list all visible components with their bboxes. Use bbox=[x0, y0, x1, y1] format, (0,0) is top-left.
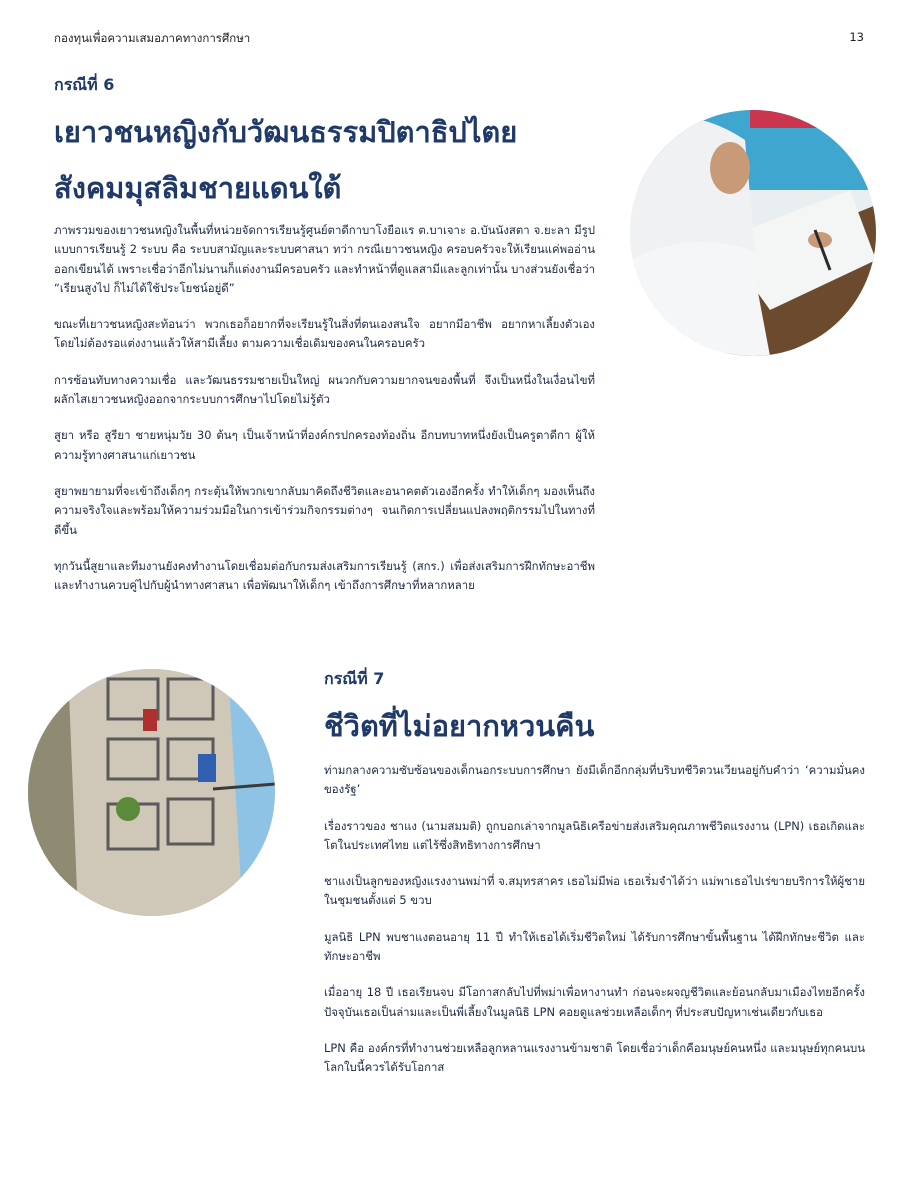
paragraph: ทุกวันนี้สูยาและทีมงานยังคงทำงานโดยเชื่อมต่อกับกรมส่งเสริมการเรียนรู้ (สกร.) เพื่อส่งเสริมการฝึกทักษะอาชีพ และทำงานควบคู่ไปกับผู้นำทางศาสนา เพื่อพัฒนาให้เด็กๆ เข้าถึงการศึกษาที่หลากหลาย bbox=[54, 558, 595, 593]
page-number: 13 bbox=[849, 30, 864, 44]
apartment-building-photo bbox=[28, 669, 275, 916]
student-writing-photo bbox=[630, 110, 876, 356]
case-title bbox=[324, 698, 594, 754]
case-body bbox=[324, 761, 865, 1095]
case-title-line: สังคมมุสลิมชายแดนใต้ bbox=[54, 171, 342, 205]
case-label: กรณีที่ 6 bbox=[54, 75, 115, 94]
paragraph: สูยา หรือ สูรียา ชายหนุ่มวัย 30 ต้นๆ เป็นเจ้าหน้าที่องค์กรปกครองท้องถิ่น อีกบทบาทหนึ่งยังเป็นครูตาดีกา ผู้ให้ความรู้ทางศาสนาแก่เยาวชน bbox=[54, 428, 595, 462]
paragraph: สูยาพยายามที่จะเข้าถึงเด็กๆ กระตุ้นให้พวกเขากลับมาคิดถึงชีวิตและอนาคตตัวเองอีกครั้ง ทำให้เด็กๆ มองเห็นถึงความจริงใจและพร้อมให้ความร่วมมือในการเข้าร่วมกิจกรรมต่างๆ จนเกิดการเปลี่ยนแปลงพฤติกรรมไปในทางที่ดีขึ้น bbox=[54, 483, 595, 537]
paragraph: มูลนิธิ LPN พบชาแงตอนอายุ 11 ปี ทำให้เธอได้เริ่มชีวิตใหม่ ได้รับการศึกษาขั้นพื้นฐาน ได้ฝึกทักษะชีวิต และทักษะอาชีพ bbox=[324, 929, 865, 964]
case-title-line: เยาวชนหญิงกับวัฒนธรรมปิตาธิปไตย bbox=[54, 115, 518, 149]
organization-name: กองทุนเพื่อความเสมอภาคทางการศึกษา bbox=[54, 31, 251, 45]
case-title-line: ชีวิตที่ไม่อยากหวนคืน bbox=[324, 709, 595, 743]
paragraph: ชาแงเป็นลูกของหญิงแรงงานพม่าที่ จ.สมุทรสาคร เธอไม่มีพ่อ เธอเริ่มจำได้ว่า แม่พาเธอไปเร่ขายบริการให้ผู้ชายในชุมชนตั้งแต่ 5 ขวบ bbox=[324, 874, 865, 908]
paragraph: ขณะที่เยาวชนหญิงสะท้อนว่า พวกเธอก็อยากที่จะเรียนรู้ในสิ่งที่ตนเองสนใจ อยากมีอาชีพ อยากหาเลี้ยงตัวเอง โดยไม่ต้องรอแต่งงานแล้วให้สามีเลี้ยง ตามความเชื่อเดิมของคนในครอบครัว bbox=[54, 317, 595, 351]
case-title bbox=[54, 104, 517, 216]
paragraph: LPN คือ องค์กรที่ทำงานช่วยเหลือลูกหลานแรงงานข้ามชาติ โดยเชื่อว่าเด็กคือมนุษย์คนหนึ่ง และมนุษย์ทุกคนบนโลกใบนี้ควรได้รับโอกาส bbox=[324, 1040, 865, 1075]
case-body bbox=[54, 221, 595, 612]
case-label: กรณีที่ 7 bbox=[324, 669, 385, 688]
paragraph: ภาพรวมของเยาวชนหญิงในพื้นที่หน่วยจัดการเรียนรู้ศูนย์ตาดีกาบาโงยือแร ต.บาเจาะ อ.บันนังสตา จ.ยะลา มีรูปแบบการเรียนรู้ 2 ระบบ คือ ระบบสามัญและระบบศาสนา ทว่า กรณีเยาวชนหญิง ครอบครัวจะให้เรียนแค่พออ่านออกเขียนได้ เพราะเชื่อว่าอีกไม่นานก็แต่งงานมีครอบครัว และทำหน้าที่ดูแลสามีและลูกเท่านั้น บางส่วนยังเชื่อว่า “เรียนสูงไป ก็ไม่ได้ใช้ประโยชน์อยู่ดี” bbox=[54, 223, 595, 295]
paragraph: เมื่ออายุ 18 ปี เธอเรียนจบ มีโอกาสกลับไปที่พม่าเพื่อหางานทำ ก่อนจะผจญชีวิตและย้อนกลับมาเมืองไทยอีกครั้ง ปัจจุบันเธอเป็นล่ามและเป็นพี่เลี้ยงในมูลนิธิ LPN คอยดูแลช่วยเหลือเด็กๆ ที่ประสบปัญหาเช่นเดียวกับเธอ bbox=[324, 985, 865, 1019]
paragraph: การซ้อนทับทางความเชื่อ และวัฒนธรรมชายเป็นใหญ่ ผนวกกับความยากจนของพื้นที่ จึงเป็นหนึ่งในเงื่อนไขที่ผลักไสเยาวชนหญิงออกจากระบบการศึกษาไปโดยไม่รู้ตัว bbox=[54, 372, 595, 407]
paragraph: ท่ามกลางความซับซ้อนของเด็กนอกระบบการศึกษา ยังมีเด็กอีกกลุ่มที่บริบทชีวิตวนเวียนอยู่กับคำว่า ‘ความมั่นคงของรัฐ’ bbox=[324, 763, 865, 797]
paragraph: เรื่องราวของ ชาแง (นามสมมติ) ถูกบอกเล่าจากมูลนิธิเครือข่ายส่งเสริมคุณภาพชีวิตแรงงาน (LPN) เธอเกิดและโตในประเทศไทย แต่ไร้ซึ่งสิทธิทางการศึกษา bbox=[324, 818, 865, 852]
